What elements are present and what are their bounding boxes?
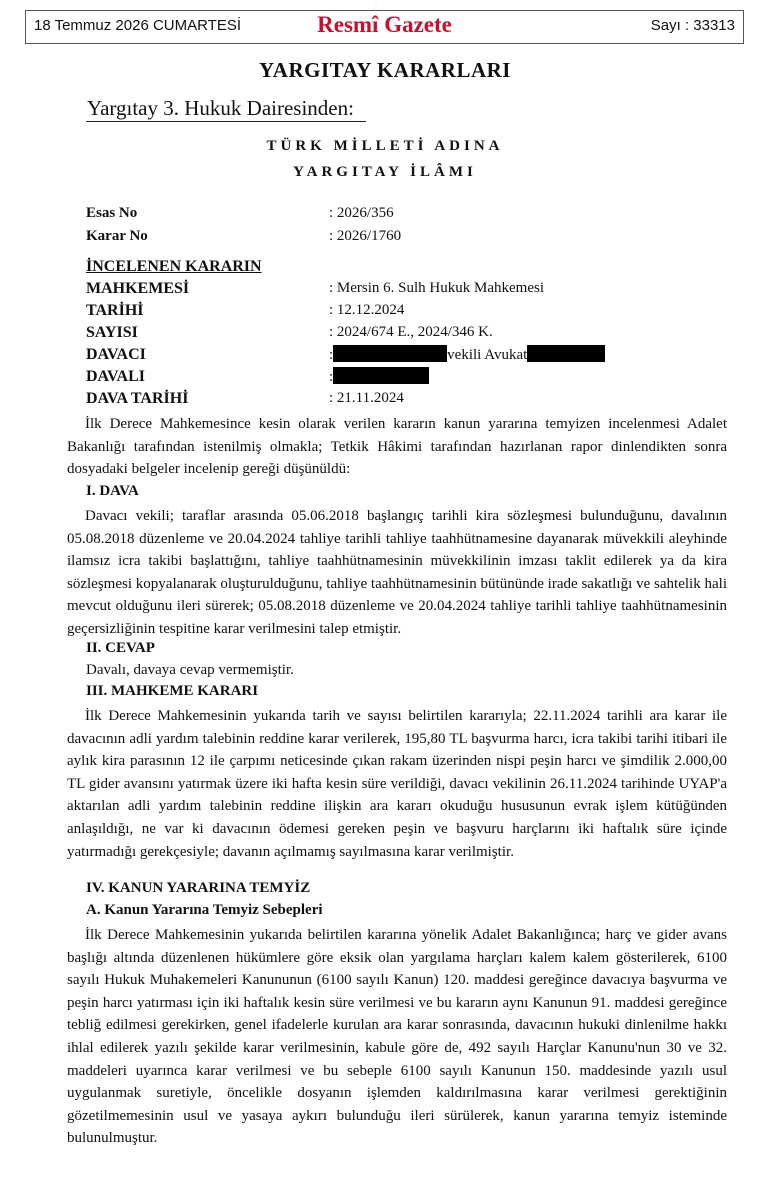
defendant-colon: : <box>329 369 334 385</box>
plaintiff-value <box>329 345 605 364</box>
esas-value: : 2026/356 <box>329 205 394 221</box>
decision-title: YARGITAY İLÂMI <box>293 164 477 180</box>
section-dava-text: Davacı vekili; taraflar arasında 05.06.2018 başlangıç tarihli kira sözleşmesi bulunduğunu, davalının 05.08.2018 düzenleme ve 20.04.2024 tahliye tarihli tahliye taahhütnamesine dayanarak müvekkili aleyhinde ilamsız icra takibi başlattığını, tahliye taahhütnamesinin müvekkilinin imzası taklit edilerek ya da kira sözleşmesi kopyalanarak oluşturulduğunu, tahliye taahhütnamesinin bütününde irade sakatlığı ve sahtelik hali mevcut olduğunu ileri sürerek; 05.08.2018 düzenleme ve 20.04.2024 tahliye tarihli tahliye taahhütnamesinin geçersizliğinin tespitine karar verilmesini talep etmiştir. <box>67 508 727 637</box>
intro-paragraph: İlk Derece Mahkemesince kesin olarak verilen kararın kanun yararına temyizen incelenmesi Adalet Bakanlığı tarafından istenilmiş olmakla; Tetkik Hâkimi tarafından hazırlanan rapor dinlendikten sonra dosyadaki belgeler incelenip gereği düşünüldü: <box>67 416 727 478</box>
section-mahkeme-heading: III. MAHKEME KARARI <box>86 683 259 699</box>
gazette-header <box>25 10 744 44</box>
redacted-defendant-name <box>333 367 429 384</box>
defendant-value <box>329 367 429 386</box>
reviewed-heading: İNCELENEN KARARIN <box>86 258 262 275</box>
section-mahkeme-text: İlk Derece Mahkemesinin yukarıda tarih ve sayısı belirtilen kararıyla; 22.11.2024 tarihli ara karar ile davacının adli yardım talebinin reddine karar verilerek, 195,80 TL başvurma harcı, icra takibi tarihi itibari ile aylık kira parasının 12 ile çarpımı neticesinde çıkan rakam üzerinden nispi peşin harcı ve şimdilik 2.000,00 TL gider avansını yatırmak üzere iki hafta kesin süre verildiği, davacı vekilinin 26.11.2024 tarihinde UYAP'a aktarılan adli yardım talebinin reddine ilişkin ara kararı okuduğu hususunun evrak işlem kütüğünden anlaşıldığı, ne var ki davacının ödemesi gereken peşin ve başvuru harçlarını iki haftalık süre içinde yatırmadığı gerekçesiyle; davanın açılmamış sayılmasına karar verilmiştir. <box>67 708 727 860</box>
issue-number: Sayı : 33313 <box>650 17 735 34</box>
number-label: SAYISI <box>86 324 138 341</box>
date-label: TARİHİ <box>86 302 144 319</box>
issue-date: 18 Temmuz 2026 CUMARTESİ <box>34 17 242 34</box>
court-value: : Mersin 6. Sulh Hukuk Mahkemesi <box>329 280 544 296</box>
section-cevap-text: Davalı, davaya cevap vermemiştir. <box>86 662 294 678</box>
chamber-underline <box>86 121 366 122</box>
karar-label: Karar No <box>86 228 148 244</box>
lawsuit-date-value: : 21.11.2024 <box>329 390 404 406</box>
plaintiff-colon: : <box>329 347 334 363</box>
karar-value: : 2026/1760 <box>329 228 402 244</box>
section-dava-heading: I. DAVA <box>86 483 139 499</box>
plaintiff-lawyer-label: vekili Avukat <box>447 347 528 363</box>
number-value: : 2024/674 E., 2024/346 K. <box>329 324 493 340</box>
date-value: : 12.12.2024 <box>329 302 405 318</box>
gazette-title: Resmî Gazete <box>317 12 452 37</box>
plaintiff-label: DAVACI <box>86 346 146 363</box>
court-label: MAHKEMESİ <box>86 280 190 297</box>
nation-title: TÜRK MİLLETİ ADINA <box>266 138 504 154</box>
esas-label: Esas No <box>86 205 138 221</box>
section-temyiz-subheading: A. Kanun Yararına Temyiz Sebepleri <box>86 902 323 918</box>
chamber-name: Yargıtay 3. Hukuk Dairesinden: <box>87 96 354 120</box>
section-temyiz-text: İlk Derece Mahkemesinin yukarıda belirtilen kararına yönelik Adalet Bakanlığınca; harç ve gider avans başlığı altında düzenlenen hükümlere göre eksik olan yargılama harçları kalem kalem gösterilerek, 6100 sayılı Hukuk Muhakemeleri Kanununun (6100 sayılı Kanun) 120. maddesi gereğince davacıya başvurma ve peşin harcı yatırması için iki haftalık kesin süre verilmesi ve bu kararın aynı Kanunun 91. maddesi gereğince tebliğ edilmesi gerekirken, genel ifadelerle kurulan ara karar sonrasında, davacının hukuki dinlenilme hakkı ihlal edilerek yazılı şekilde karar verilmesinin, kabule göre de, 492 sayılı Harçlar Kanunu'nun 30 ve 32. maddeleri uyarınca karar verilmesi ve bu sebeple 6100 sayılı Kanunun 150. maddesinde yazılı usul uygulanmak suretiyle, öncelikle dosyanın işlemden kaldırılmasına karar verilmesi gerektiğinin gözetilmemesinin usul ve yasaya aykırı bulunduğu ileri sürülerek, kanun yararına temyiz isteminde bulunulmuştur. <box>67 927 727 1147</box>
redacted-plaintiff-name <box>333 345 447 362</box>
section-title: YARGITAY KARARLARI <box>259 58 511 82</box>
redacted-lawyer-name <box>527 345 605 362</box>
section-temyiz-heading: IV. KANUN YARARINA TEMYİZ <box>86 880 311 896</box>
defendant-label: DAVALI <box>86 368 145 385</box>
section-cevap-heading: II. CEVAP <box>86 640 155 656</box>
lawsuit-date-label: DAVA TARİHİ <box>86 390 189 407</box>
